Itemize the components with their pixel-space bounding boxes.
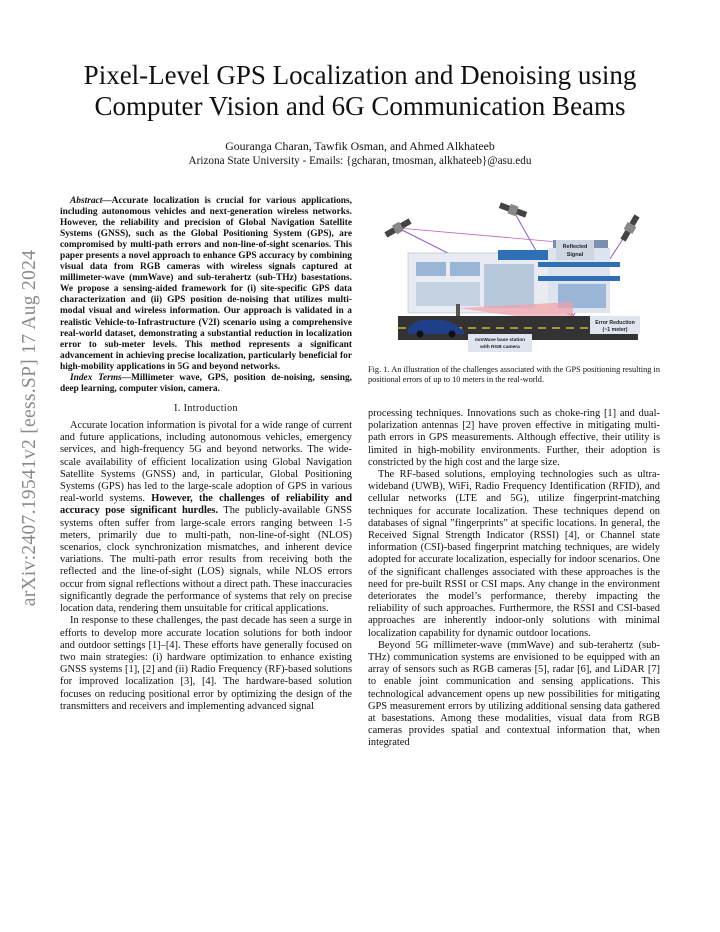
abstract <box>60 196 352 395</box>
figure-1 <box>368 198 660 368</box>
bs-label-2: with RGB camera <box>480 345 520 350</box>
abstract-label: Abstract <box>70 196 103 206</box>
left-column <box>60 196 352 713</box>
abstract-text: —Accurate localization is crucial for various applications, including autonomous vehicles and next-generation wireless networks. However, the reliability and precision of Global Navigation Satellite Systems (GNSS), such as the Global Positioning System (GPS), are compromised by multi-path errors and non-line-of-sight scenarios. This paper presents a novel approach to enhance GPS accuracy by combining visual data from RGB cameras with wireless signals captured at millimeter-wave (mmWave) and sub-terahertz (sub-THz) basestations. We propose a sensing-aided framework for (i) site-specific GPS data characterization and (ii) GPS position de-noising that utilizes multi-modal visual and wireless information. Our approach is validated in a realistic Vehicle-to-Infrastructure (V2I) scenario using a comprehensive real-world dataset, demonstrating a substantial reduction in localization error to sub-meter levels. This method represents a significant advancement in achieving precise localization, particularly beneficial for high-mobility applications in 5G and beyond networks. <box>60 196 352 372</box>
error-value-label: (~1 meter) <box>602 327 628 333</box>
satellite-icon <box>498 201 528 220</box>
arxiv-stamp: arXiv:2407.19541v2 [eess.SP] 17 Aug 2024 <box>19 249 40 607</box>
bs-label-1: mmWave base station <box>474 338 526 343</box>
error-reduction-label: Error Reduction <box>595 320 635 326</box>
right-paragraph-1: processing techniques. Innovations such as choke-ring [1] and dual-polarization antennas [2] have proven effective in mitigating multi-path errors in GPS measurements. Although effective, their utility is limited in high-mobility environments. Further, their adoption is constricted by the high cost and the large size. <box>368 408 660 468</box>
paper-title: Pixel-Level GPS Localization and Denoising using Computer Vision and 6G Communication Beams <box>83 60 637 121</box>
figure-caption: Fig. 1. An illustration of the challenges associated with the GPS positioning resulting in positional errors of up to 10 meters in the real-world. <box>368 365 660 384</box>
right-paragraph-3: Beyond 5G millimeter-wave (mmWave) and sub-terahertz (sub-THz) communication systems are envisioned to be equipped with an array of sensors such as RGB cameras [5], radar [6], and LiDAR [7] to enable joint communication and sensing applications. This technological advancement opens up new possibilities for mitigating GPS measurement errors by utilizing additional sensing data gathered at basestations. Among these modalities, visual data from RGB cameras provides spatial and contextual information that, when integrated <box>368 639 660 749</box>
intro-emphasis: However, the challenges of reliability and accuracy pose significant hurdles. <box>60 493 352 517</box>
intro-paragraph-2: In response to these challenges, the past decade has seen a surge in efforts to develop more accurate location solutions for both indoor and outdoor settings [1]–[4]. These efforts have generally focused on two main strategies: (i) hardware optimization to enhance existing GNSS systems [1], [2] and (ii) Radio Frequency (RF)-based solutions for improved localization [3], [4]. The hardware-based solution focuses on reducing positional error by optimizing the design of the transmitters and receivers and implementing advanced signal <box>60 615 352 712</box>
satellite-icon <box>383 217 412 240</box>
index-terms-text: —Millimeter wave, GPS, position de-noising, sensing, deep learning, computer vision, camera. <box>60 372 353 394</box>
satellite-icon <box>619 213 642 242</box>
signal-label: Signal <box>566 252 584 258</box>
figure-illustration <box>368 198 660 368</box>
reflected-label: Reflected <box>562 244 588 250</box>
base-station-icon <box>456 304 460 316</box>
right-paragraph-2: The RF-based solutions, employing technologies such as ultra-wideband (UWB), WiFi, Radio Frequency Identification (RFID), and cellular networks (LTE and 5G), utilize fingerprint-matching techniques for accurate localization. These techniques depend on databases of signal ”fingerprints” at specific locations. In general, the Received Signal Strength Indicator (RSSI) [4], or Channel state information (CSI)-based fingerprint matching techniques, are widely adopted for accurate localization, especially for indoor scenarios. One of the significant challenges associated with these approaches is the need for pre-built RSSI or CSI maps. Any change in the environment deteriorates the model’s performance, thereby impacting the reliability of such approaches. Furthermore, the RSSI and CSI-based approaches are inherently indoor-only solutions with minimal localization capability for dynamic outdoor locations. <box>368 469 660 639</box>
authors: Gouranga Charan, Tawfik Osman, and Ahmed Alkhateeb <box>225 139 495 153</box>
section-heading-introduction: I. Introduction <box>174 402 238 414</box>
intro-paragraph-1: Accurate location information is pivotal for a wide range of current and future applications, including autonomous vehicles, emergency services, and high-frequency 5G and beyond networks. The wide-scale availability of efficient localization using Global Navigation Satellite Systems (GNSS) and, in particular, Global Positioning Systems (GPS) has led to the large-scale adoption of GPS in various real-world systems. However, the challenges of reliability and accuracy pose significant hurdles. The publicly-available GNSS systems often suffer from large-scale errors ranging between 1-5 meters, primarily due to multi-path, non-line-of-sight (NLOS) scenarios, clock synchronization mismatches, and inherent device variations. The multi-path error results from receiving both the reflected and the line-of-sight (LOS) signals, while NLOS errors occur from signal reflections without a direct path. These inaccuracies significantly degrade the performance of systems that rely on precise location data, rendering them unsuitable for critical applications. <box>60 420 352 615</box>
right-column <box>368 408 660 750</box>
index-terms-label: Index Terms <box>70 372 122 383</box>
affiliation: Arizona State University - Emails: {gcharan, tmosman, alkhateeb}@asu.edu <box>188 155 532 167</box>
